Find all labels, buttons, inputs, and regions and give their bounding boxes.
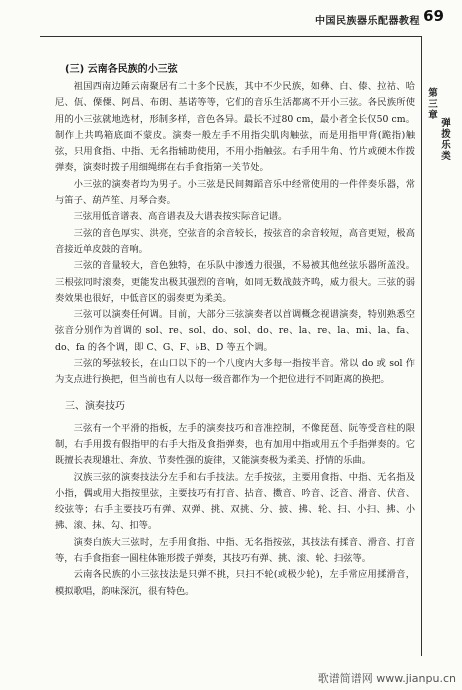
paragraph: 三弦的音量较大，音色独特，在乐队中渗透力很强，不易被其他丝弦乐器所盖没。三根弦同时滚奏，更能发出极其强烈的音响，如同无数战鼓齐鸣，威力很大。三弦的弱奏效果也很好，中低音区的弱奏更为柔美。 xyxy=(55,260,415,304)
page-number: 69 xyxy=(423,7,444,25)
paragraph: 汉族三弦的演奏技法分左手和右手技法。左手按弦，主要用食指、中指、无名指及小指，偶或用大指按里弦，主要技巧有打音、拈音、擞音、吟音、泛音、滑音、伏音、绞弦等；右手主要技巧有弹、双弹、挑、双挑、分、披、拂、轮、扫、小扫、拂、小拂、滚、抹、勾、扣等。 xyxy=(55,471,415,532)
page-header xyxy=(0,0,462,36)
paragraph: 三弦可以演奏任何调。目前，大部分三弦演奏者以首调概念视谱演奏，特别熟悉空弦音分别作为首调的 sol、re、sol、do、sol、do、re、la、re、la、mi、la、fa、do、fa 的各个调，即 C、G、F、♭B、D 等五个调。 xyxy=(55,309,415,353)
margin-rule xyxy=(421,36,422,656)
paragraph: 小三弦的演奏者均为男子。小三弦是民间舞蹈音乐中经常使用的一件伴奏乐器，常与笛子、葫芦笙、月琴合奏。 xyxy=(55,178,415,207)
side-chapter-label: 第三章 xyxy=(428,88,438,121)
paragraph: 云南各民族的小三弦技法是只弹不挑，只扫不轮(或极少轮)，左手常应用揉滑音，模拟歌唱，韵味深沉，很有特色。 xyxy=(55,569,415,597)
header-rule xyxy=(40,36,422,37)
book-title: 中国民族器乐配器教程 xyxy=(315,16,420,27)
section-heading: 三、演奏技巧 xyxy=(65,400,125,412)
paragraph: 祖国西南边陲云南聚居有二十多个民族，其中不少民族，如彝、白、傣、拉祜、哈尼、佤、傈僳、阿昌、布朗、基诺等等，它们的音乐生活都离不开小三弦。各民族所使用的小三弦就地选材，形制多样，音色各异。最长不过80 cm，最小者全长仅50 cm。制作上共鸣箱底面不蒙皮。演奏一般左手不用指尖肌肉触弦，而是用指甲背(跪指)触弦，只用食指、中指、无名指辅助使用，不用小指触弦。右手用牛角、竹片或硬木作拨弹奏，演奏时拨子用细绳绑在右手食指第一关节处。 xyxy=(55,81,415,174)
paragraph: 三弦的音色厚实、洪亮，空弦音的余音较长，按弦音的余音较短，高音更短，极高音接近单皮鼓的音响。 xyxy=(55,227,415,255)
subsection-heading: (三) 云南各民族的小三弦 xyxy=(65,64,178,75)
body-text xyxy=(55,62,415,600)
side-section-label: 弹拨乐类 xyxy=(441,118,451,162)
paragraph: 三弦的琴弦较长，在山口以下的一个八度内大多每一指按半音。常以 do 或 sol 作为支点进行换把，但当前也有人以每一级音都作为一个把位进行不同距离的换把。 xyxy=(55,358,415,386)
paragraph: 三弦用低音谱表、高音谱表及大谱表按实际音记谱。 xyxy=(73,211,288,223)
paragraph: 三弦有一个平滑的指板，左手的演奏技巧和音准控制，不像琵琶、阮等受音柱的限制，右手用拨有假指甲的右手大指及食指弹奏，也有加用中指或用五个手指弹奏的。它既擅长表现雄壮、奔放、节奏性强的旋律，又能演奏极为柔美、抒情的乐曲。 xyxy=(55,422,415,467)
paragraph: 演奏白族大三弦时，左手用食指、中指、无名指按弦，其技法有揉音、滑音、打音等，右手食指套一圆柱体锥形拨子弹奏，其技巧有弹、挑、滚、轮、扫弦等。 xyxy=(55,536,415,565)
site-watermark: 歌谱简谱网 www.jianpu.cn xyxy=(317,672,456,685)
